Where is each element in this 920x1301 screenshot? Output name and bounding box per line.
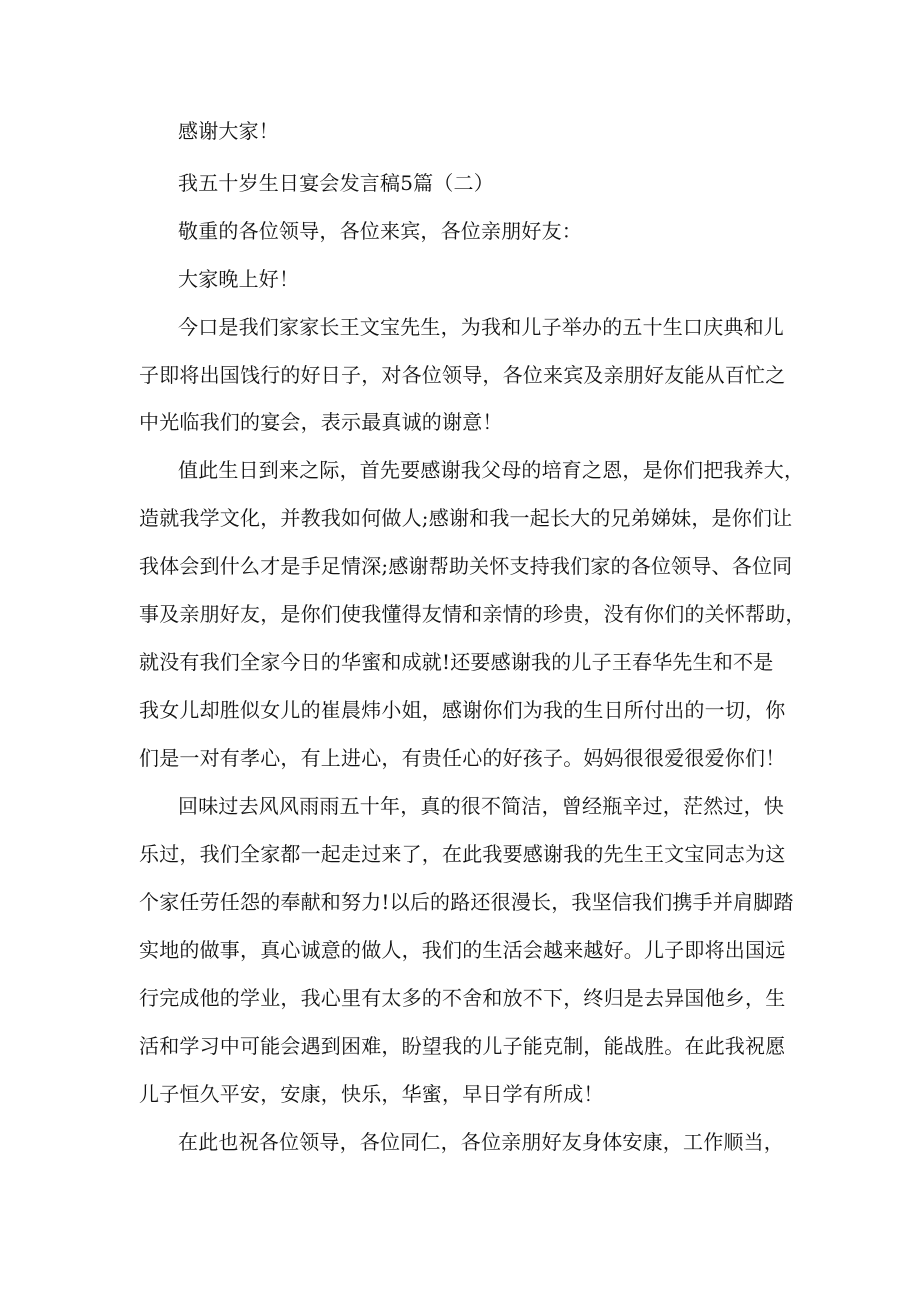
text-line-salutation: 敬重的各位领导，各位来宾，各位亲朋好友： <box>178 219 582 243</box>
paragraph-3-line-1: 回味过去风风雨雨五十年，真的很不简洁，曾经瓶辛过，茫然过，快 <box>178 794 784 818</box>
paragraph-1-line-1: 今口是我们家家长王文宝先生，为我和儿子举办的五十生口庆典和儿 <box>178 315 784 339</box>
paragraph-3-line-3: 个家任劳任怨的奉献和努力!以后的路还很漫长，我坚信我们携手并肩脚踏 <box>139 890 794 914</box>
paragraph-2-line-5: 就没有我们全家今日的华蜜和成就!还要感谢我的儿子王春华先生和不是 <box>139 650 774 674</box>
text-line-closing-thanks: 感谢大家！ <box>178 119 279 143</box>
paragraph-2-line-7: 们是一对有孝心，有上进心，有贵任心的好孩子。妈妈很很爱很爱你们！ <box>139 746 786 770</box>
paragraph-3-line-7: 儿子恒久平安，安康，快乐，华蜜，早日学有所成！ <box>139 1082 604 1106</box>
paragraph-3-line-2: 乐过，我们全家都一起走过来了，在此我要感谢我的先生王文宝同志为这 <box>139 842 786 866</box>
paragraph-2-line-1: 值此生日到来之际，首先要感谢我父母的培育之恩，是你们把我养大， <box>178 458 805 482</box>
paragraph-2-line-4: 事及亲朋好友，是你们使我懂得友情和亲情的珍贵，没有你们的关怀帮助， <box>139 602 806 626</box>
section-heading: 我五十岁生日宴会发言稿5篇（二） <box>178 171 494 195</box>
paragraph-3-line-4: 实地的做事，真心诚意的做人，我们的生活会越来越好。儿子即将出国远 <box>139 938 786 962</box>
text-line-greeting: 大家晚上好！ <box>178 267 300 291</box>
paragraph-3-line-5: 行完成他的学业，我心里有太多的不舍和放不下，终归是去异国他乡，生 <box>139 986 786 1010</box>
paragraph-2-line-3: 我体会到什么才是手足情深;感谢帮助关怀支持我们家的各位领导、各位同 <box>139 554 793 578</box>
paragraph-2-line-6: 我女儿却胜似女儿的崔晨炜小姐，感谢你们为我的生日所付出的一切，你 <box>139 698 786 722</box>
paragraph-1-line-3: 中光临我们的宴会，表示最真诚的谢意！ <box>139 410 503 434</box>
paragraph-1-line-2: 子即将出国饯行的好日子，对各位领导，各位来宾及亲朋好友能从百忙之 <box>139 363 786 387</box>
paragraph-3-line-6: 活和学习中可能会遇到困难，盼望我的儿子能克制，能战胜。在此我祝愿 <box>139 1034 786 1058</box>
paragraph-2-line-2: 造就我学文化，并教我如何做人;感谢和我一起长大的兄弟娣妹，是你们让 <box>139 506 793 530</box>
paragraph-4-line-1: 在此也祝各位领导，各位同仁，各位亲朋好友身体安康，工作顺当， <box>178 1130 784 1154</box>
